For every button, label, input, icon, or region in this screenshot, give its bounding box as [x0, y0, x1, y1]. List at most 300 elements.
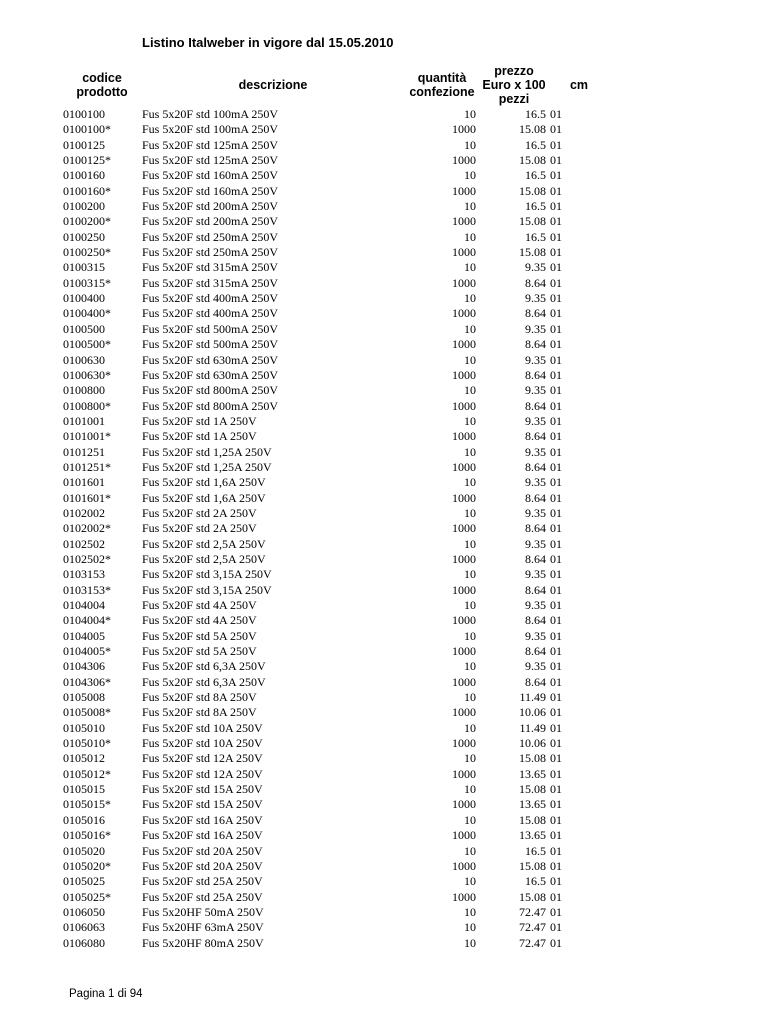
- table-row: [0, 936, 768, 951]
- description-cell: Fus 5x20F std 400mA 250V: [142, 306, 279, 321]
- price-cell: 9.35: [525, 321, 546, 336]
- header-price: [472, 64, 556, 106]
- cm-code-cell: 01: [550, 245, 562, 260]
- cm-code-cell: 01: [550, 843, 562, 858]
- quantity-cell: 1000: [452, 367, 476, 382]
- product-code-cell: 0100250: [63, 229, 105, 244]
- description-cell: Fus 5x20F std 200mA 250V: [142, 199, 279, 214]
- product-code-cell: 0100500: [63, 321, 105, 336]
- cm-code-cell: 01: [550, 797, 562, 812]
- price-cell: 15.08: [519, 122, 546, 137]
- description-cell: Fus 5x20F std 16A 250V: [142, 812, 263, 827]
- cm-code-cell: 01: [550, 521, 562, 536]
- description-cell: Fus 5x20F std 25A 250V: [142, 889, 263, 904]
- cm-code-cell: 01: [550, 122, 562, 137]
- price-cell: 9.35: [525, 383, 546, 398]
- cm-code-cell: 01: [550, 153, 562, 168]
- cm-code-cell: 01: [550, 260, 562, 275]
- cm-code-cell: 01: [550, 628, 562, 643]
- description-cell: Fus 5x20F std 800mA 250V: [142, 398, 279, 413]
- product-code-cell: 0100160: [63, 168, 105, 183]
- table-row: [0, 153, 768, 168]
- cm-code-cell: 01: [550, 736, 562, 751]
- description-cell: Fus 5x20F std 630mA 250V: [142, 367, 279, 382]
- table-row: [0, 675, 768, 690]
- table-row: [0, 613, 768, 628]
- cm-code-cell: 01: [550, 367, 562, 382]
- table-row: [0, 337, 768, 352]
- cm-code-cell: 01: [550, 720, 562, 735]
- product-code-cell: 0102502: [63, 536, 105, 551]
- quantity-cell: 1000: [452, 736, 476, 751]
- product-code-cell: 0105015*: [63, 797, 111, 812]
- price-cell: 9.35: [525, 475, 546, 490]
- product-code-cell: 0100125*: [63, 153, 111, 168]
- description-cell: Fus 5x20F std 20A 250V: [142, 843, 263, 858]
- price-cell: 9.35: [525, 628, 546, 643]
- description-cell: Fus 5x20F std 160mA 250V: [142, 168, 279, 183]
- quantity-cell: 10: [464, 536, 476, 551]
- product-code-cell: 0101001*: [63, 429, 111, 444]
- cm-code-cell: 01: [550, 199, 562, 214]
- description-cell: Fus 5x20F std 6,3A 250V: [142, 659, 266, 674]
- table-row: [0, 368, 768, 383]
- price-cell: 16.5: [525, 874, 546, 889]
- quantity-cell: 1000: [452, 674, 476, 689]
- description-cell: Fus 5x20F std 10A 250V: [142, 736, 263, 751]
- description-cell: Fus 5x20F std 4A 250V: [142, 613, 257, 628]
- product-code-cell: 0105008*: [63, 705, 111, 720]
- table-row: [0, 521, 768, 536]
- quantity-cell: 10: [464, 843, 476, 858]
- cm-code-cell: 01: [550, 459, 562, 474]
- quantity-cell: 10: [464, 628, 476, 643]
- product-code-cell: 0100125: [63, 137, 105, 152]
- description-cell: Fus 5x20F std 315mA 250V: [142, 275, 279, 290]
- table-row: [0, 353, 768, 368]
- cm-code-cell: 01: [550, 582, 562, 597]
- quantity-cell: 10: [464, 168, 476, 183]
- cm-code-cell: 01: [550, 659, 562, 674]
- table-row: [0, 414, 768, 429]
- header-price-line1: prezzo: [494, 64, 534, 78]
- table-row: [0, 537, 768, 552]
- product-code-cell: 0105025*: [63, 889, 111, 904]
- table-row: [0, 399, 768, 414]
- price-cell: 15.08: [519, 214, 546, 229]
- price-cell: 8.64: [525, 521, 546, 536]
- product-code-cell: 0104005: [63, 628, 105, 643]
- price-cell: 16.5: [525, 229, 546, 244]
- table-row: [0, 445, 768, 460]
- page-title: Listino Italweber in vigore dal 15.05.2010: [142, 35, 394, 50]
- description-cell: Fus 5x20F std 315mA 250V: [142, 260, 279, 275]
- cm-code-cell: 01: [550, 904, 562, 919]
- cm-code-cell: 01: [550, 214, 562, 229]
- cm-code-cell: 01: [550, 536, 562, 551]
- table-row: [0, 475, 768, 490]
- product-code-cell: 0105008: [63, 690, 105, 705]
- product-code-cell: 0100100*: [63, 122, 111, 137]
- cm-code-cell: 01: [550, 874, 562, 889]
- description-cell: Fus 5x20F std 15A 250V: [142, 797, 263, 812]
- product-code-cell: 0100400: [63, 291, 105, 306]
- quantity-cell: 10: [464, 229, 476, 244]
- cm-code-cell: 01: [550, 352, 562, 367]
- description-cell: Fus 5x20F std 2A 250V: [142, 521, 257, 536]
- quantity-cell: 10: [464, 598, 476, 612]
- header-quantity: [402, 71, 482, 99]
- quantity-cell: 10: [464, 321, 476, 336]
- price-cell: 8.64: [525, 613, 546, 628]
- table-row: [0, 583, 768, 598]
- price-cell: 16.5: [525, 107, 546, 121]
- quantity-cell: 1000: [452, 828, 476, 843]
- price-cell: 8.64: [525, 459, 546, 474]
- description-cell: Fus 5x20F std 400mA 250V: [142, 291, 279, 306]
- table-row: [0, 782, 768, 797]
- header-code: [62, 71, 142, 99]
- product-code-cell: 0105010: [63, 720, 105, 735]
- price-cell: 16.5: [525, 168, 546, 183]
- table-row: [0, 721, 768, 736]
- cm-code-cell: 01: [550, 337, 562, 352]
- price-cell: 15.08: [519, 245, 546, 260]
- description-cell: Fus 5x20F std 8A 250V: [142, 705, 257, 720]
- quantity-cell: 10: [464, 782, 476, 797]
- product-code-cell: 0100200*: [63, 214, 111, 229]
- table-row: [0, 629, 768, 644]
- price-cell: 13.65: [519, 797, 546, 812]
- header-description: descrizione: [238, 78, 308, 92]
- table-row: [0, 184, 768, 199]
- price-cell: 8.64: [525, 367, 546, 382]
- product-code-cell: 0101001: [63, 413, 105, 428]
- price-cell: 9.35: [525, 291, 546, 306]
- description-cell: Fus 5x20F std 2,5A 250V: [142, 536, 266, 551]
- cm-code-cell: 01: [550, 107, 562, 121]
- product-code-cell: 0102002: [63, 505, 105, 520]
- cm-code-cell: 01: [550, 674, 562, 689]
- price-cell: 9.35: [525, 505, 546, 520]
- cm-code-cell: 01: [550, 935, 562, 950]
- table-row: [0, 230, 768, 245]
- product-code-cell: 0100315*: [63, 275, 111, 290]
- page-footer: Pagina 1 di 94: [69, 988, 143, 1000]
- product-code-cell: 0106050: [63, 904, 105, 919]
- cm-code-cell: 01: [550, 475, 562, 490]
- table-row: [0, 844, 768, 859]
- product-code-cell: 0105010*: [63, 736, 111, 751]
- description-cell: Fus 5x20F std 3,15A 250V: [142, 582, 272, 597]
- quantity-cell: 1000: [452, 582, 476, 597]
- quantity-cell: 10: [464, 505, 476, 520]
- table-row: [0, 291, 768, 306]
- quantity-cell: 10: [464, 475, 476, 490]
- cm-code-cell: 01: [550, 383, 562, 398]
- table-row: [0, 859, 768, 874]
- cm-code-cell: 01: [550, 551, 562, 566]
- cm-code-cell: 01: [550, 137, 562, 152]
- description-cell: Fus 5x20F std 125mA 250V: [142, 137, 279, 152]
- product-code-cell: 0102002*: [63, 521, 111, 536]
- table-row: [0, 644, 768, 659]
- quantity-cell: 1000: [452, 122, 476, 137]
- cm-code-cell: 01: [550, 598, 562, 612]
- description-cell: Fus 5x20F std 5A 250V: [142, 628, 257, 643]
- table-row: [0, 122, 768, 137]
- quantity-cell: 10: [464, 199, 476, 214]
- price-cell: 8.64: [525, 551, 546, 566]
- description-cell: Fus 5x20F std 1,6A 250V: [142, 490, 266, 505]
- price-cell: 15.08: [519, 751, 546, 766]
- cm-code-cell: 01: [550, 291, 562, 306]
- cm-code-cell: 01: [550, 321, 562, 336]
- description-cell: Fus 5x20F std 630mA 250V: [142, 352, 279, 367]
- description-cell: Fus 5x20F std 160mA 250V: [142, 183, 279, 198]
- quantity-cell: 1000: [452, 275, 476, 290]
- header-code-line1: codice: [82, 71, 122, 85]
- cm-code-cell: 01: [550, 751, 562, 766]
- table-row: [0, 491, 768, 506]
- product-code-cell: 0100100: [63, 107, 105, 121]
- table-row: [0, 506, 768, 521]
- product-code-cell: 0100500*: [63, 337, 111, 352]
- product-code-cell: 0104005*: [63, 644, 111, 659]
- quantity-cell: 1000: [452, 306, 476, 321]
- table-row: [0, 920, 768, 935]
- price-cell: 15.08: [519, 153, 546, 168]
- product-code-cell: 0105016*: [63, 828, 111, 843]
- table-row: [0, 890, 768, 905]
- quantity-cell: 1000: [452, 889, 476, 904]
- header-code-line2: prodotto: [76, 85, 128, 99]
- price-cell: 15.08: [519, 858, 546, 873]
- cm-code-cell: 01: [550, 920, 562, 935]
- description-cell: Fus 5x20F std 200mA 250V: [142, 214, 279, 229]
- cm-code-cell: 01: [550, 889, 562, 904]
- product-code-cell: 0104004: [63, 598, 105, 612]
- quantity-cell: 1000: [452, 644, 476, 659]
- description-cell: Fus 5x20F std 250mA 250V: [142, 229, 279, 244]
- description-cell: Fus 5x20F std 1,25A 250V: [142, 444, 272, 459]
- quantity-cell: 1000: [452, 183, 476, 198]
- header-quantity-line1: quantità: [417, 71, 467, 85]
- table-row: [0, 383, 768, 398]
- price-cell: 72.47: [519, 920, 546, 935]
- description-cell: Fus 5x20F std 1,25A 250V: [142, 459, 272, 474]
- table-row: [0, 690, 768, 705]
- description-cell: Fus 5x20F std 4A 250V: [142, 598, 257, 612]
- description-cell: Fus 5x20F std 10A 250V: [142, 720, 263, 735]
- description-cell: Fus 5x20F std 125mA 250V: [142, 153, 279, 168]
- price-cell: 11.49: [519, 720, 546, 735]
- price-cell: 15.08: [519, 782, 546, 797]
- description-cell: Fus 5x20F std 1,6A 250V: [142, 475, 266, 490]
- cm-code-cell: 01: [550, 782, 562, 797]
- table-row: [0, 138, 768, 153]
- cm-code-cell: 01: [550, 398, 562, 413]
- product-code-cell: 0101601: [63, 475, 105, 490]
- table-row: [0, 797, 768, 812]
- quantity-cell: 10: [464, 904, 476, 919]
- quantity-cell: 1000: [452, 429, 476, 444]
- table-row: [0, 429, 768, 444]
- price-cell: 15.08: [519, 183, 546, 198]
- price-cell: 10.06: [519, 705, 546, 720]
- description-cell: Fus 5x20F std 8A 250V: [142, 690, 257, 705]
- quantity-cell: 1000: [452, 245, 476, 260]
- table-row: [0, 751, 768, 766]
- description-cell: Fus 5x20F std 6,3A 250V: [142, 674, 266, 689]
- product-code-cell: 0100200: [63, 199, 105, 214]
- quantity-cell: 1000: [452, 766, 476, 781]
- cm-code-cell: 01: [550, 690, 562, 705]
- price-cell: 8.64: [525, 275, 546, 290]
- quantity-cell: 10: [464, 567, 476, 582]
- description-cell: Fus 5x20HF 80mA 250V: [142, 935, 264, 950]
- price-cell: 16.5: [525, 843, 546, 858]
- price-cell: 9.35: [525, 598, 546, 612]
- quantity-cell: 10: [464, 413, 476, 428]
- cm-code-cell: 01: [550, 168, 562, 183]
- product-code-cell: 0103153*: [63, 582, 111, 597]
- cm-code-cell: 01: [550, 429, 562, 444]
- quantity-cell: 10: [464, 690, 476, 705]
- table-row: [0, 598, 768, 613]
- description-cell: Fus 5x20F std 800mA 250V: [142, 383, 279, 398]
- description-cell: Fus 5x20F std 1A 250V: [142, 429, 257, 444]
- cm-code-cell: 01: [550, 828, 562, 843]
- description-cell: Fus 5x20F std 5A 250V: [142, 644, 257, 659]
- cm-code-cell: 01: [550, 306, 562, 321]
- price-cell: 72.47: [519, 904, 546, 919]
- cm-code-cell: 01: [550, 812, 562, 827]
- table-row: [0, 905, 768, 920]
- price-cell: 8.64: [525, 644, 546, 659]
- description-cell: Fus 5x20F std 20A 250V: [142, 858, 263, 873]
- product-code-cell: 0100630*: [63, 367, 111, 382]
- product-code-cell: 0102502*: [63, 551, 111, 566]
- quantity-cell: 1000: [452, 398, 476, 413]
- quantity-cell: 10: [464, 935, 476, 950]
- quantity-cell: 10: [464, 260, 476, 275]
- table-row: [0, 736, 768, 751]
- table-row: [0, 552, 768, 567]
- product-code-cell: 0105016: [63, 812, 105, 827]
- quantity-cell: 1000: [452, 797, 476, 812]
- product-code-cell: 0104306: [63, 659, 105, 674]
- price-cell: 15.08: [519, 889, 546, 904]
- price-cell: 8.64: [525, 337, 546, 352]
- quantity-cell: 10: [464, 659, 476, 674]
- cm-code-cell: 01: [550, 490, 562, 505]
- table-row: [0, 828, 768, 843]
- price-cell: 10.06: [519, 736, 546, 751]
- product-code-cell: 0104306*: [63, 674, 111, 689]
- price-cell: 11.49: [519, 690, 546, 705]
- table-row: [0, 460, 768, 475]
- quantity-cell: 10: [464, 920, 476, 935]
- quantity-cell: 1000: [452, 153, 476, 168]
- quantity-cell: 1000: [452, 459, 476, 474]
- table-row: [0, 245, 768, 260]
- quantity-cell: 1000: [452, 858, 476, 873]
- header-cm: cm: [569, 78, 589, 92]
- product-code-cell: 0100800*: [63, 398, 111, 413]
- product-code-cell: 0105025: [63, 874, 105, 889]
- price-cell: 8.64: [525, 306, 546, 321]
- price-cell: 16.5: [525, 199, 546, 214]
- price-cell: 9.35: [525, 260, 546, 275]
- table-row: [0, 168, 768, 183]
- table-row: [0, 276, 768, 291]
- quantity-cell: 10: [464, 812, 476, 827]
- description-cell: Fus 5x20F std 500mA 250V: [142, 321, 279, 336]
- description-cell: Fus 5x20F std 1A 250V: [142, 413, 257, 428]
- description-cell: Fus 5x20F std 15A 250V: [142, 782, 263, 797]
- product-code-cell: 0105012: [63, 751, 105, 766]
- price-cell: 8.64: [525, 490, 546, 505]
- price-cell: 9.35: [525, 659, 546, 674]
- quantity-cell: 1000: [452, 551, 476, 566]
- table-row: [0, 306, 768, 321]
- table-row: [0, 107, 768, 122]
- cm-code-cell: 01: [550, 413, 562, 428]
- price-cell: 8.64: [525, 582, 546, 597]
- price-list-table: [0, 107, 768, 951]
- product-code-cell: 0105020: [63, 843, 105, 858]
- description-cell: Fus 5x20F std 2,5A 250V: [142, 551, 266, 566]
- quantity-cell: 1000: [452, 337, 476, 352]
- table-row: [0, 199, 768, 214]
- cm-code-cell: 01: [550, 567, 562, 582]
- table-row: [0, 322, 768, 337]
- price-cell: 13.65: [519, 828, 546, 843]
- table-row: [0, 874, 768, 889]
- cm-code-cell: 01: [550, 705, 562, 720]
- price-cell: 9.35: [525, 536, 546, 551]
- description-cell: Fus 5x20F std 250mA 250V: [142, 245, 279, 260]
- product-code-cell: 0104004*: [63, 613, 111, 628]
- quantity-cell: 1000: [452, 613, 476, 628]
- price-cell: 9.35: [525, 413, 546, 428]
- quantity-cell: 1000: [452, 490, 476, 505]
- description-cell: Fus 5x20F std 12A 250V: [142, 766, 263, 781]
- price-cell: 16.5: [525, 137, 546, 152]
- product-code-cell: 0100315: [63, 260, 105, 275]
- quantity-cell: 1000: [452, 705, 476, 720]
- quantity-cell: 1000: [452, 214, 476, 229]
- description-cell: Fus 5x20F std 25A 250V: [142, 874, 263, 889]
- product-code-cell: 0105012*: [63, 766, 111, 781]
- price-cell: 8.64: [525, 398, 546, 413]
- cm-code-cell: 01: [550, 444, 562, 459]
- quantity-cell: 10: [464, 444, 476, 459]
- price-cell: 9.35: [525, 444, 546, 459]
- table-row: [0, 214, 768, 229]
- product-code-cell: 0101601*: [63, 490, 111, 505]
- cm-code-cell: 01: [550, 505, 562, 520]
- price-cell: 8.64: [525, 429, 546, 444]
- price-cell: 72.47: [519, 935, 546, 950]
- cm-code-cell: 01: [550, 613, 562, 628]
- price-cell: 9.35: [525, 567, 546, 582]
- product-code-cell: 0100630: [63, 352, 105, 367]
- quantity-cell: 10: [464, 291, 476, 306]
- description-cell: Fus 5x20F std 12A 250V: [142, 751, 263, 766]
- product-code-cell: 0101251*: [63, 459, 111, 474]
